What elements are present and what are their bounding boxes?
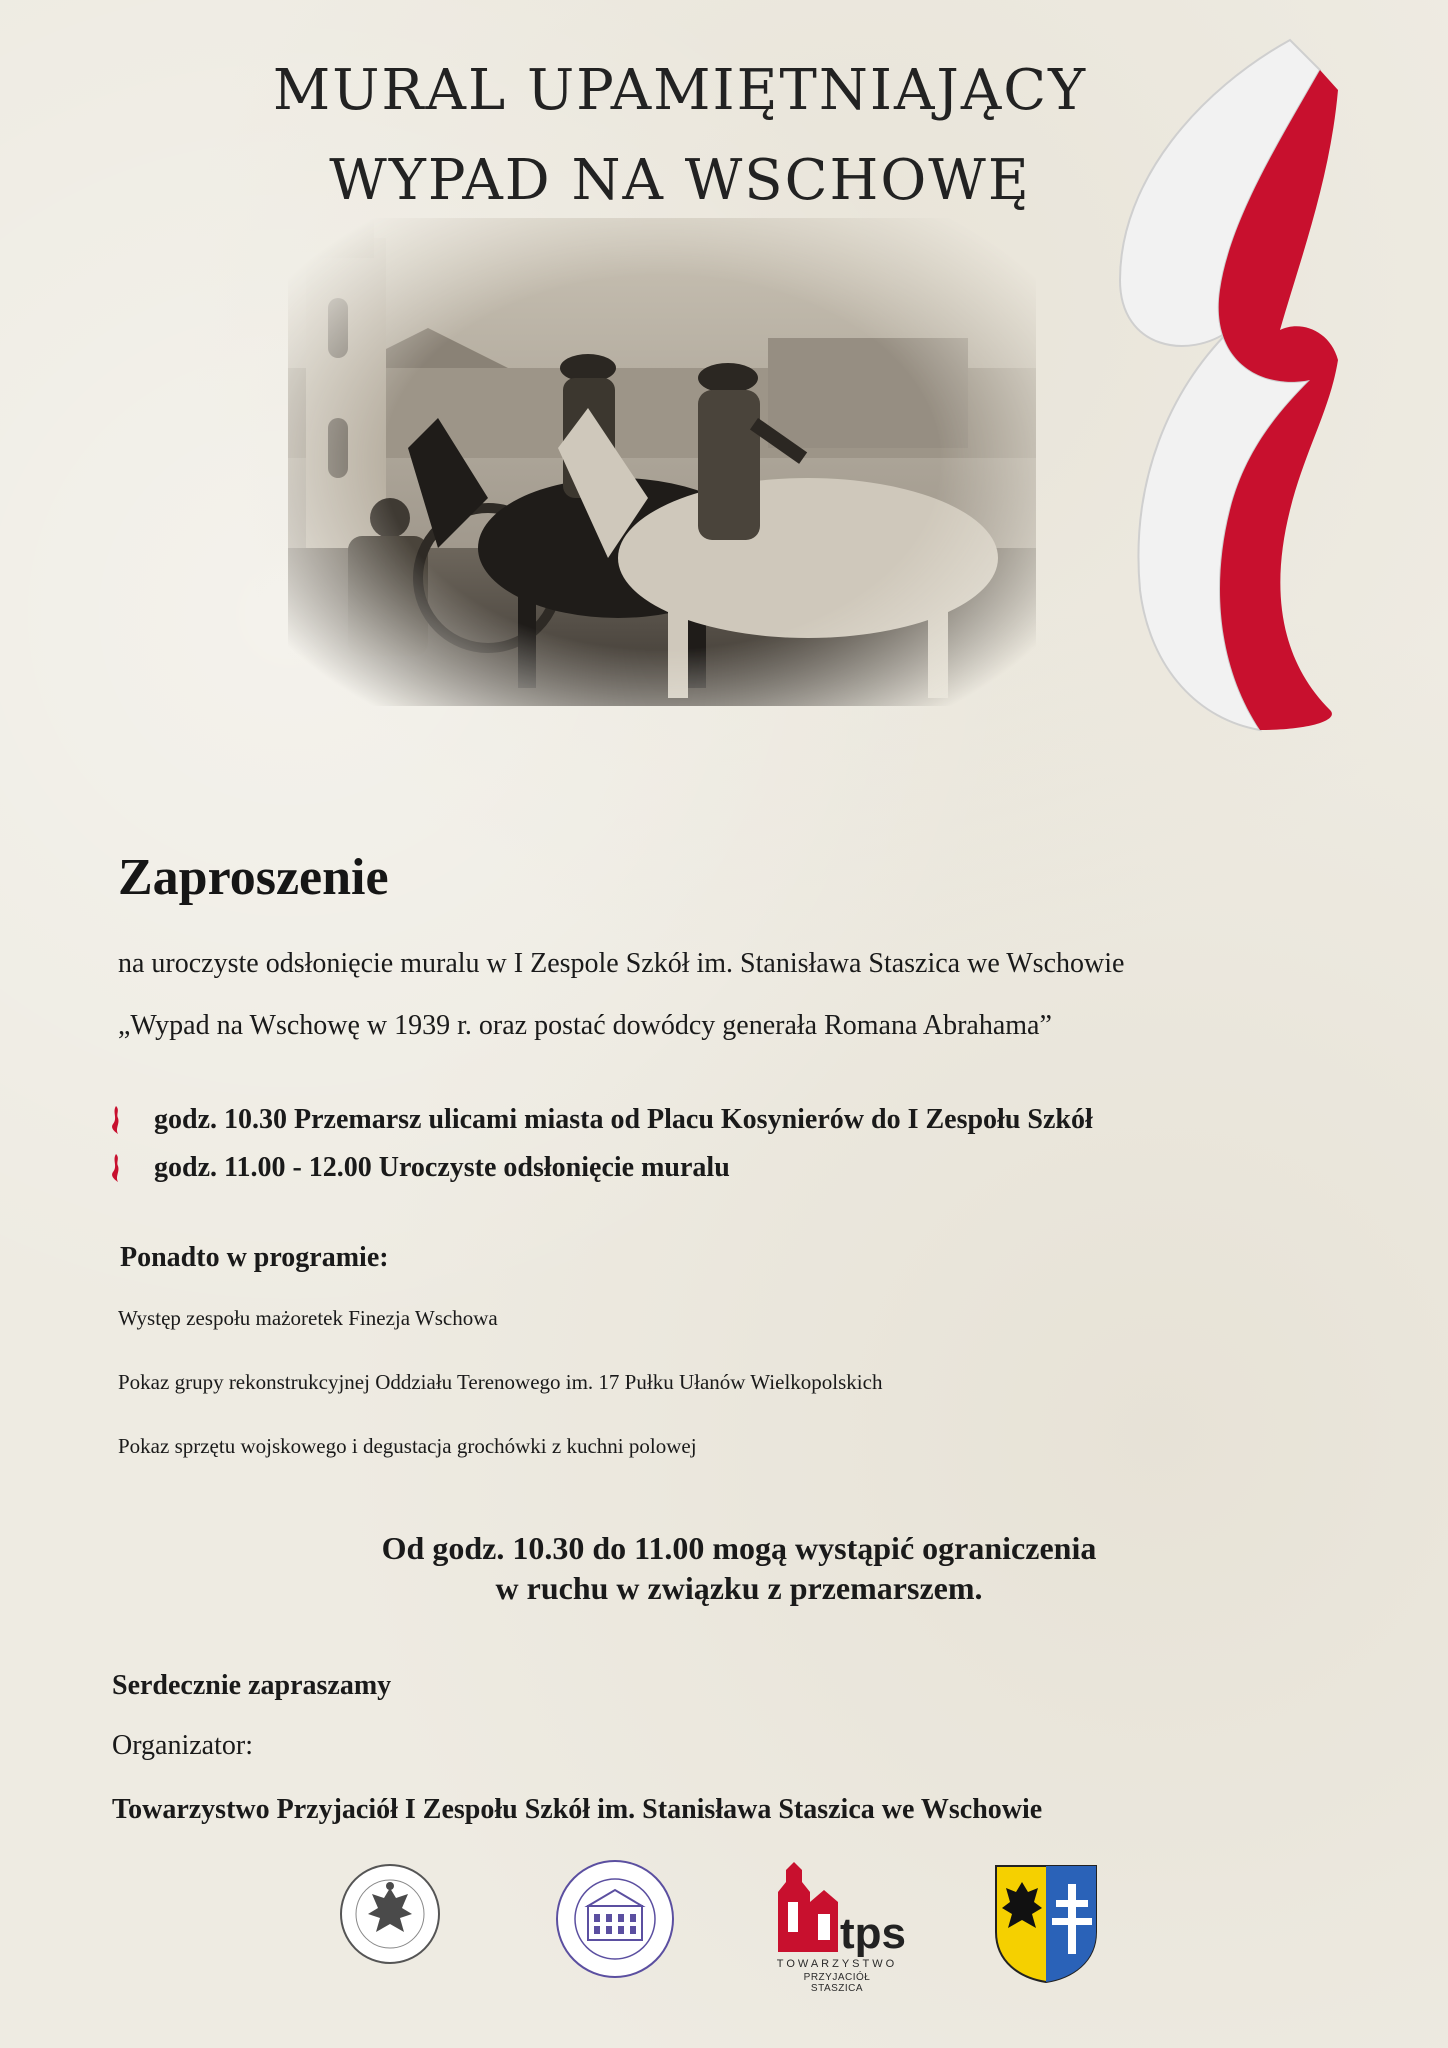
ministry-defence-eagle-logo [338, 1862, 442, 1966]
program-heading: Ponadto w programie: [120, 1242, 389, 1273]
cavalry-photo [288, 218, 1036, 706]
program-item: Pokaz grupy rekonstrukcyjnej Oddziału Terenowego im. 17 Pułku Ułanów Wielkopolskich [118, 1370, 883, 1394]
schedule-item [110, 1152, 730, 1184]
program-item: Pokaz sprzętu wojskowego i degustacja grochówki z kuchni polowej [118, 1434, 697, 1458]
wschowa-coat-of-arms [992, 1862, 1100, 1984]
school-seal-logo [554, 1858, 676, 1980]
traffic-notice-line-1: Od godz. 10.30 do 11.00 mogą wystąpić ograniczenia [381, 1530, 1097, 1566]
tps-caption-line-1: TOWARZYSTWO [776, 1958, 898, 1970]
invitation-line-2: „Wypad na Wschowę w 1939 r. oraz postać dowódcy generała Romana Abrahama” [118, 1010, 1052, 1041]
red-ribbon-bullet-icon [110, 1106, 122, 1134]
schedule-text: godz. 11.00 - 12.00 Uroczyste odsłonięcie muralu [154, 1152, 730, 1183]
invitation-heading: Zaproszenie [118, 849, 389, 906]
tps-logo [774, 1862, 906, 1990]
red-ribbon-bullet-icon [110, 1154, 122, 1182]
program-item: Występ zespołu mażoretek Finezja Wschowa [118, 1306, 498, 1330]
schedule-item [110, 1104, 1093, 1136]
organizer-name: Towarzystwo Przyjaciół I Zespołu Szkół im. Stanisława Staszica we Wschowie [112, 1794, 1043, 1825]
organizer-label: Organizator: [112, 1730, 253, 1761]
title-line-2: WYPAD NA WSCHOWĘ [329, 148, 1031, 213]
invitation-line-1: na uroczyste odsłonięcie muralu w I Zespole Szkół im. Stanisława Staszica we Wschowie [118, 948, 1125, 979]
schedule-text: godz. 10.30 Przemarsz ulicami miasta od Placu Kosynierów do I Zespołu Szkół [154, 1104, 1093, 1135]
tps-caption-line-2: PRZYJACIÓŁ STASZICA [803, 1972, 871, 1994]
title-line-1: MURAL UPAMIĘTNIAJĄCY [272, 58, 1088, 123]
closing-invite: Serdecznie zapraszamy [112, 1670, 392, 1701]
traffic-notice-line-2: w ruchu w związku z przemarszem. [495, 1570, 983, 1606]
polish-flag-ribbon [1080, 30, 1340, 730]
svg-text:tps: tps [840, 1909, 906, 1958]
